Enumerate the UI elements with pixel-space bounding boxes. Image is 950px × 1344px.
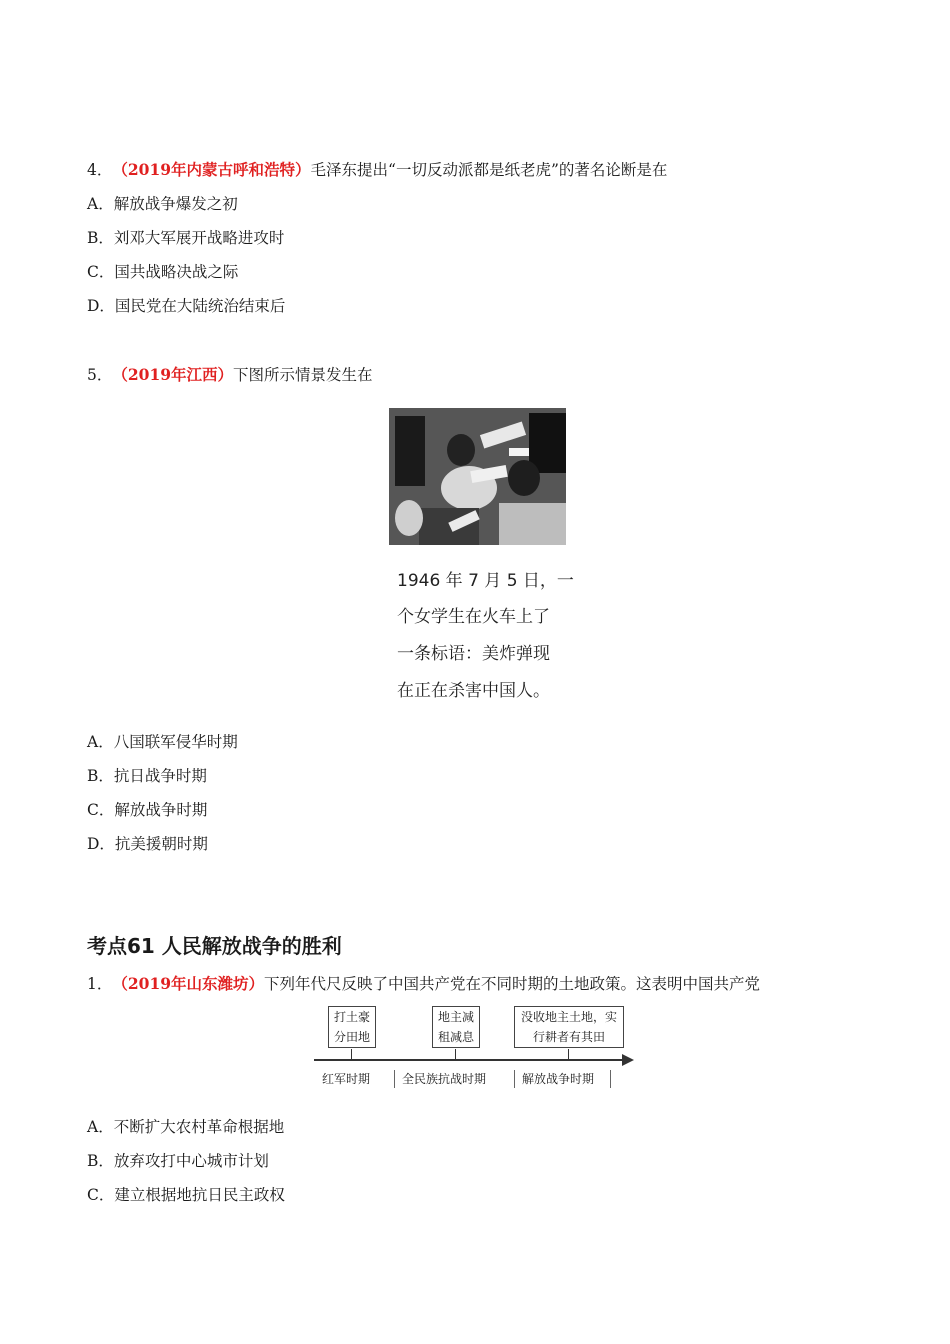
option-a: A．解放战争爆发之初 <box>87 195 238 213</box>
timeline-divider <box>394 1070 395 1088</box>
timeline-diagram <box>314 1004 640 1094</box>
timeline-divider <box>514 1070 515 1088</box>
timeline-period-1: 红军时期 <box>322 1072 371 1086</box>
option-c: C．建立根据地抗日民主政权 <box>87 1186 285 1204</box>
option-a: A．八国联军侵华时期 <box>87 733 238 751</box>
timeline-box-2 <box>432 1006 480 1048</box>
section-title: 考点61 人民解放战争的胜利 <box>87 934 342 958</box>
timeline-period-3: 解放战争时期 <box>522 1072 595 1086</box>
timeline-box-text: 地主减 <box>437 1010 474 1024</box>
timeline-box-text: 行耕者有其田 <box>532 1030 605 1044</box>
timeline-box-text: 没收地主土地，实 <box>520 1010 617 1024</box>
question-4-stem <box>87 159 667 181</box>
question-source: （2019年内蒙古呼和浩特） <box>112 160 311 179</box>
question-number: 4． <box>87 161 113 179</box>
timeline-connector <box>351 1049 352 1059</box>
question-number: 5． <box>87 366 113 384</box>
option-c: C．解放战争时期 <box>87 801 208 819</box>
question-text: 毛泽东提出“一切反动派都是纸老虎”的著名论断是在 <box>310 161 668 179</box>
caption-line-1: 1946 年 7 月 5 日，一 <box>397 571 574 591</box>
caption-line-3: 一条标语：美炸弹现 <box>397 644 550 664</box>
option-b: B．放弃攻打中心城市计划 <box>87 1152 269 1170</box>
option-b: B．抗日战争时期 <box>87 767 207 785</box>
timeline-box-3 <box>514 1006 624 1048</box>
timeline-divider <box>610 1070 611 1088</box>
caption-line-2: 个女学生在火车上了 <box>397 607 550 627</box>
question-source: （2019年江西） <box>112 365 234 384</box>
option-c: C．国共战略决战之际 <box>87 263 239 281</box>
timeline-box-text: 租减息 <box>437 1030 474 1044</box>
timeline-period-2: 全民族抗战时期 <box>402 1072 487 1086</box>
option-d: D．国民党在大陆统治结束后 <box>87 297 286 315</box>
timeline-connector <box>455 1049 456 1059</box>
timeline-axis <box>314 1059 626 1061</box>
historical-photo <box>389 408 566 545</box>
option-a: A．不断扩大农村革命根据地 <box>87 1118 285 1136</box>
question-number: 1． <box>87 975 113 993</box>
caption-line-4: 在正在杀害中国人。 <box>397 681 550 701</box>
question-text: 下图所示情景发生在 <box>233 366 373 384</box>
timeline-box-text: 打土豪 <box>333 1010 370 1024</box>
timeline-box-1 <box>328 1006 376 1048</box>
option-d: D．抗美援朝时期 <box>87 835 208 853</box>
option-b: B．刘邓大军展开战略进攻时 <box>87 229 285 247</box>
timeline-box-text: 分田地 <box>333 1030 370 1044</box>
question-1-stem <box>87 973 760 995</box>
question-text: 下列年代尺反映了中国共产党在不同时期的土地政策。这表明中国共产党 <box>264 975 761 993</box>
timeline-arrow-icon <box>622 1054 634 1066</box>
timeline-connector <box>568 1049 569 1059</box>
question-5-stem <box>87 364 373 386</box>
question-source: （2019年山东潍坊） <box>112 974 265 993</box>
